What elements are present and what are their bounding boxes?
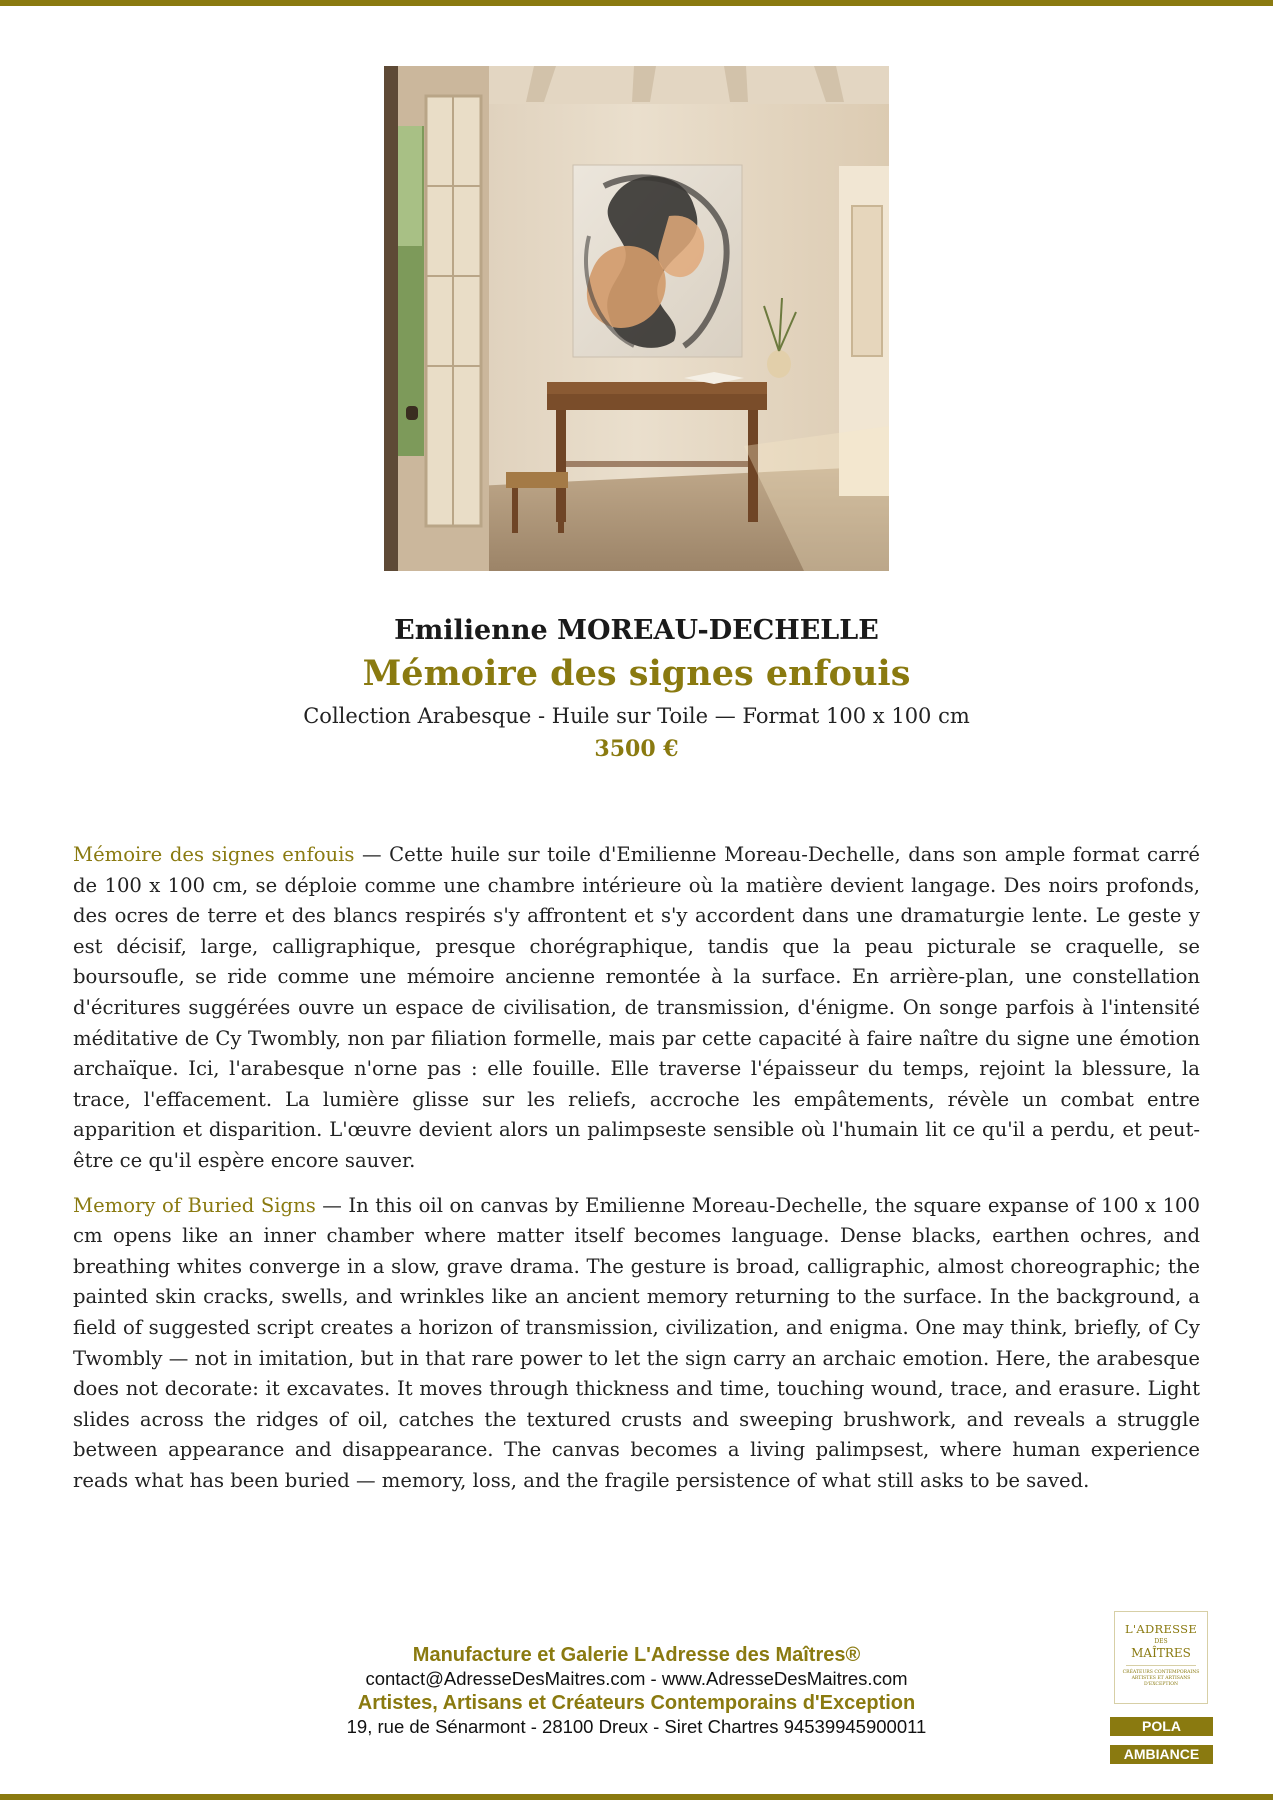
artist-name: Emilienne MOREAU-DECHELLE <box>394 615 879 646</box>
artwork-title: Mémoire des signes enfouis <box>362 653 911 694</box>
artwork-price: 3500 € <box>594 736 679 762</box>
artwork-room-photo <box>384 66 889 571</box>
top-accent-bar <box>0 0 1273 6</box>
description <box>73 840 1200 1510</box>
gallery-logo <box>1114 1611 1208 1704</box>
gallery-footer <box>0 1643 1273 1739</box>
logo-line-3: MAÎTRES <box>1131 1646 1191 1660</box>
logo-divider <box>1126 1665 1196 1666</box>
gallery-name: Manufacture et Galerie L'Adresse des Maîtres® <box>412 1644 861 1666</box>
bottom-accent-bar <box>0 1794 1273 1800</box>
description-en <box>73 1191 1200 1497</box>
description-en-lead: Memory of Buried Signs <box>73 1193 316 1217</box>
artwork-meta: Collection Arabesque - Huile sur Toile — Format 100 x 100 cm <box>303 704 970 728</box>
badge-pola: POLA <box>1110 1717 1213 1736</box>
gallery-tagline: Artistes, Artisans et Créateurs Contemporains d'Exception <box>357 1692 916 1714</box>
description-fr-lead: Mémoire des signes enfouis <box>73 843 355 866</box>
artwork-heading <box>0 612 1273 766</box>
description-fr <box>73 840 1200 1177</box>
description-en-text: — In this oil on canvas by Emilienne Moreau-Dechelle, the square expanse of 100 x 100 cm opens like an inner chamber where matter itself becomes language. Dense blacks, earthen ochres, and breathing whites converge in a slow, grave drama. The gesture is broad, calligraphic, almost choreographic; the painted skin cracks, swells, and wrinkles like an ancient memory returning to the surface. In the background, a field of suggested script creates a horizon of transmission, civilization, and enigma. One may think, briefly, of Cy Twombly — not in imitation, but in that rare power to let the sign carry an archaic emotion. Here, the arabesque does not decorate: it excavates. It moves through thickness and time, touching wound, trace, and erasure. Light slides across the ridges of oil, catches the textured crusts and sweeping brushwork, and reveals a struggle between appearance and disappearance. The canvas becomes a living palimpsest, where human experience reads what has been buried — memory, loss, and the fragile persistence of what still asks to be saved. <box>73 1193 1200 1492</box>
gallery-address: 19, rue de Sénarmont - 28100 Dreux - Siret Chartres 94539945900011 <box>346 1716 927 1737</box>
logo-line-2: DES <box>1154 1638 1168 1645</box>
description-fr-text: — Cette huile sur toile d'Emilienne Moreau-Dechelle, dans son ample format carré de 100 x 100 cm, se déploie comme une chambre intérieure où la matière devient langage. Des noirs profonds, des ocres de terre et des blancs respirés s'y affrontent et s'y accordent dans une dramaturgie lente. Le geste y est décisif, large, calligraphique, presque chorégraphique, tandis que la peau picturale se craquelle, se boursoufle, se ride comme une mémoire ancienne remontée à la surface. En arrière-plan, une constellation d'écritures suggérées ouvre un espace de civilisation, de transmission, d'énigme. On songe parfois à l'intensité méditative de Cy Twombly, non par filiation formelle, mais par cette capacité à faire naître du signe une émotion archaïque. Ici, l'arabesque n'orne pas : elle fouille. Elle traverse l'épaisseur du temps, rejoint la blessure, la trace, l'effacement. La lumière glisse sur les reliefs, accroche les empâtements, révèle un combat entre apparition et disparition. L'œuvre devient alors un palimpseste sensible où l'humain lit ce qu'il a perdu, et peut-être ce qu'il espère encore sauver. <box>73 843 1200 1172</box>
badge-ambiance: AMBIANCE <box>1110 1745 1213 1764</box>
logo-line-1: L'ADRESSE <box>1124 1622 1198 1636</box>
logo-line-4: CRÉATEURS CONTEMPORAINS ARTISTES ET ARTISANS D'EXCEPTION <box>1122 1670 1200 1687</box>
gallery-contact: contact@AdresseDesMaitres.com - www.AdresseDesMaitres.com <box>365 1668 908 1689</box>
